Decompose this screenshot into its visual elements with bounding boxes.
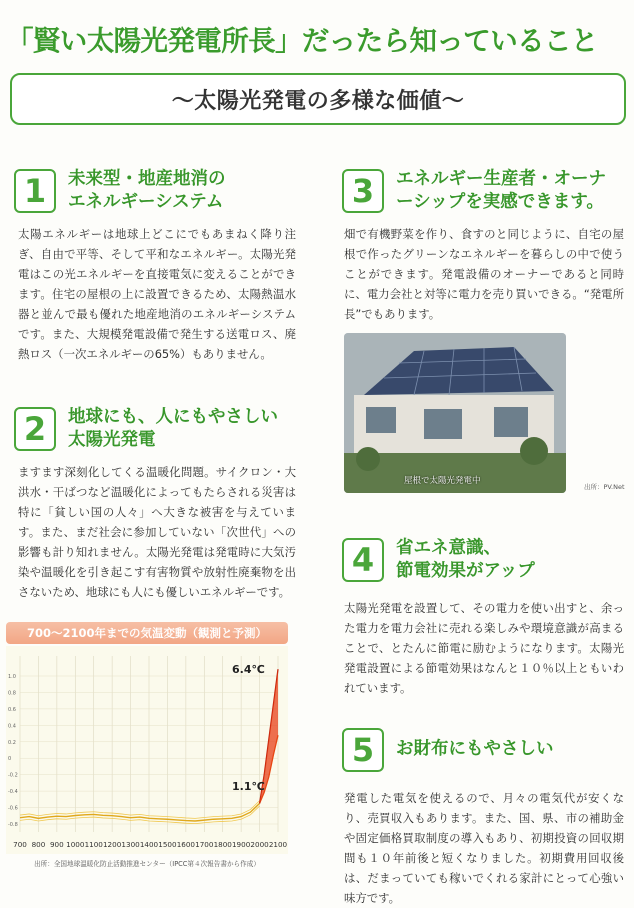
section-number-badge: 2 [14,407,56,451]
subtitle-box [10,73,626,125]
y-tick-label: 0.6 [8,706,16,713]
series-line [20,803,260,821]
chart-title-bar [6,622,288,644]
x-tick-label: 900 [49,840,64,849]
section-number-badge: 1 [14,169,56,213]
section-3-heading [342,168,606,214]
x-tick-label: 1000 [66,840,85,849]
section-title [68,406,278,452]
y-tick-label: 0.4 [8,723,16,730]
y-tick-label: 0.2 [8,739,16,746]
section-title [396,738,554,761]
section-title-line: エネルギー生産者・オーナ [396,169,606,189]
section-title [68,168,226,214]
x-tick-label: 1900 [231,840,251,849]
y-tick-label: -0.4 [8,789,18,796]
x-tick-label: 2000 [250,840,269,849]
y-tick-label: 0.8 [8,690,16,697]
section-title-line: 省エネ意識、 [396,538,501,558]
x-tick-label: 1200 [102,840,122,849]
chart-plot [6,646,288,854]
section-title-line: お財布にもやさしい [396,739,554,760]
section-title-line: 未来型・地産地消の [68,169,226,189]
y-tick-label: 0 [8,756,12,763]
series-line [20,806,260,824]
solar-house-photo [344,333,566,493]
section-title [396,537,535,583]
page-title: 「賢い太陽光発電所長」だったら知っていること [6,25,598,57]
section-title [396,168,606,214]
chart-source: 出所：全国地球温暖化防止活動推進センター（IPCC第４次報告書から作成） [34,860,260,868]
x-tick-label: 1700 [195,840,214,849]
section-3-body: 畑で有機野菜を作り、食すのと同じように、自宅の屋根で作ったグリーンなエネルギーを暮らしの中で使うことができます。発電設備のオーナーであると同時に、電力会社と対等に電力を売り買いできる。“発電所長”でもあります。 [344,227,624,321]
annotation-label: 6.4℃ [232,663,265,677]
section-title-line: 太陽光発電 [68,430,156,451]
y-tick-label: -0.2 [8,772,18,779]
x-tick-label: 1800 [213,840,232,849]
x-tick-label: 1500 [158,840,177,849]
page-subtitle: 〜太陽光発電の多様な価値〜 [171,88,465,114]
x-tick-label: 1100 [84,840,103,849]
chart-area [6,646,288,854]
section-5-body: 発電した電気を使えるので、月々の電気代が安くなり、売買収入もあります。また、国、県、市の補助金や固定価格買取制度の導入もあり、初期投資の回収期間も１０年前後と短くなりました。初期費用回収後は、だまっていても稼いでくれる家計にとって心強い味方です。 [344,791,624,905]
section-title-line: エネルギーシステム [68,192,224,213]
y-tick-label: -0.6 [8,805,18,812]
section-4-body: 太陽光発電を設置して、その電力を使い出すと、余った電力を電力会社に売れる楽しみや環境意識が高まることで、とたんに節電に励むようになります。太陽光発電設置による節電効果はなんと１０％以上ともいわれています。 [344,601,624,695]
photo-caption: 屋根で太陽光発電中 [404,476,481,486]
annotation-label: 1.1℃ [232,779,265,793]
y-tick-label: 1.0 [8,674,16,680]
section-4-heading [342,537,535,583]
x-tick-label: 1300 [121,840,140,849]
x-tick-label: 1600 [176,840,196,849]
section-2-body: ますます深刻化してくる温暖化問題。サイクロン・大洪水・干ばつなど温暖化によってもたらされる災害は特に「貧しい国の人々」へ大きな被害を与えています。また、まだ社会に参加していない「次世代」への影響も計り知れません。太陽光発電は発電時に大気汚染や温暖化を引き起こす有害物質や放射性廃棄物を出さないため、地球にも人にも優しいエネルギーです。 [18,465,296,599]
section-title-line: 節電効果がアップ [396,561,535,582]
x-tick-label: 700 [13,840,27,849]
section-number-badge: 5 [342,728,384,772]
section-title-line: 地球にも、人にもやさしい [68,407,278,427]
section-1-body: 太陽エネルギーは地球上どこにでもあまねく降り注ぎ、自由で平等、そして平和なエネルギー。太陽光発電はこの光エネルギーを直接電気に変えることができます。住宅の屋根の上に設置できるため、太陽熱温水器と並んで最も優れた地産地消のエネルギーシステムです。また、大規模発電設備で発生する送電ロス、廃熱ロス（一次エネルギーの65%）もありません。 [18,227,296,361]
section-title-line: ーシップを実感できます。 [396,192,604,213]
section-2-heading [14,406,278,452]
section-number-badge: 4 [342,538,384,582]
y-tick-label: -0.8 [8,822,18,828]
solar-house-illustration [344,333,566,493]
x-tick-label: 2100 [268,840,288,849]
section-number-badge: 3 [342,169,384,213]
temperature-chart [6,622,288,880]
x-tick-label: 800 [31,840,46,849]
chart-title: 700〜2100年までの気温変動（観測と予測） [26,626,267,640]
x-tick-label: 1400 [139,840,159,849]
section-1-heading [14,168,226,214]
section-5-heading [342,728,554,772]
photo-credit: 出所：PV.Net [584,483,625,491]
